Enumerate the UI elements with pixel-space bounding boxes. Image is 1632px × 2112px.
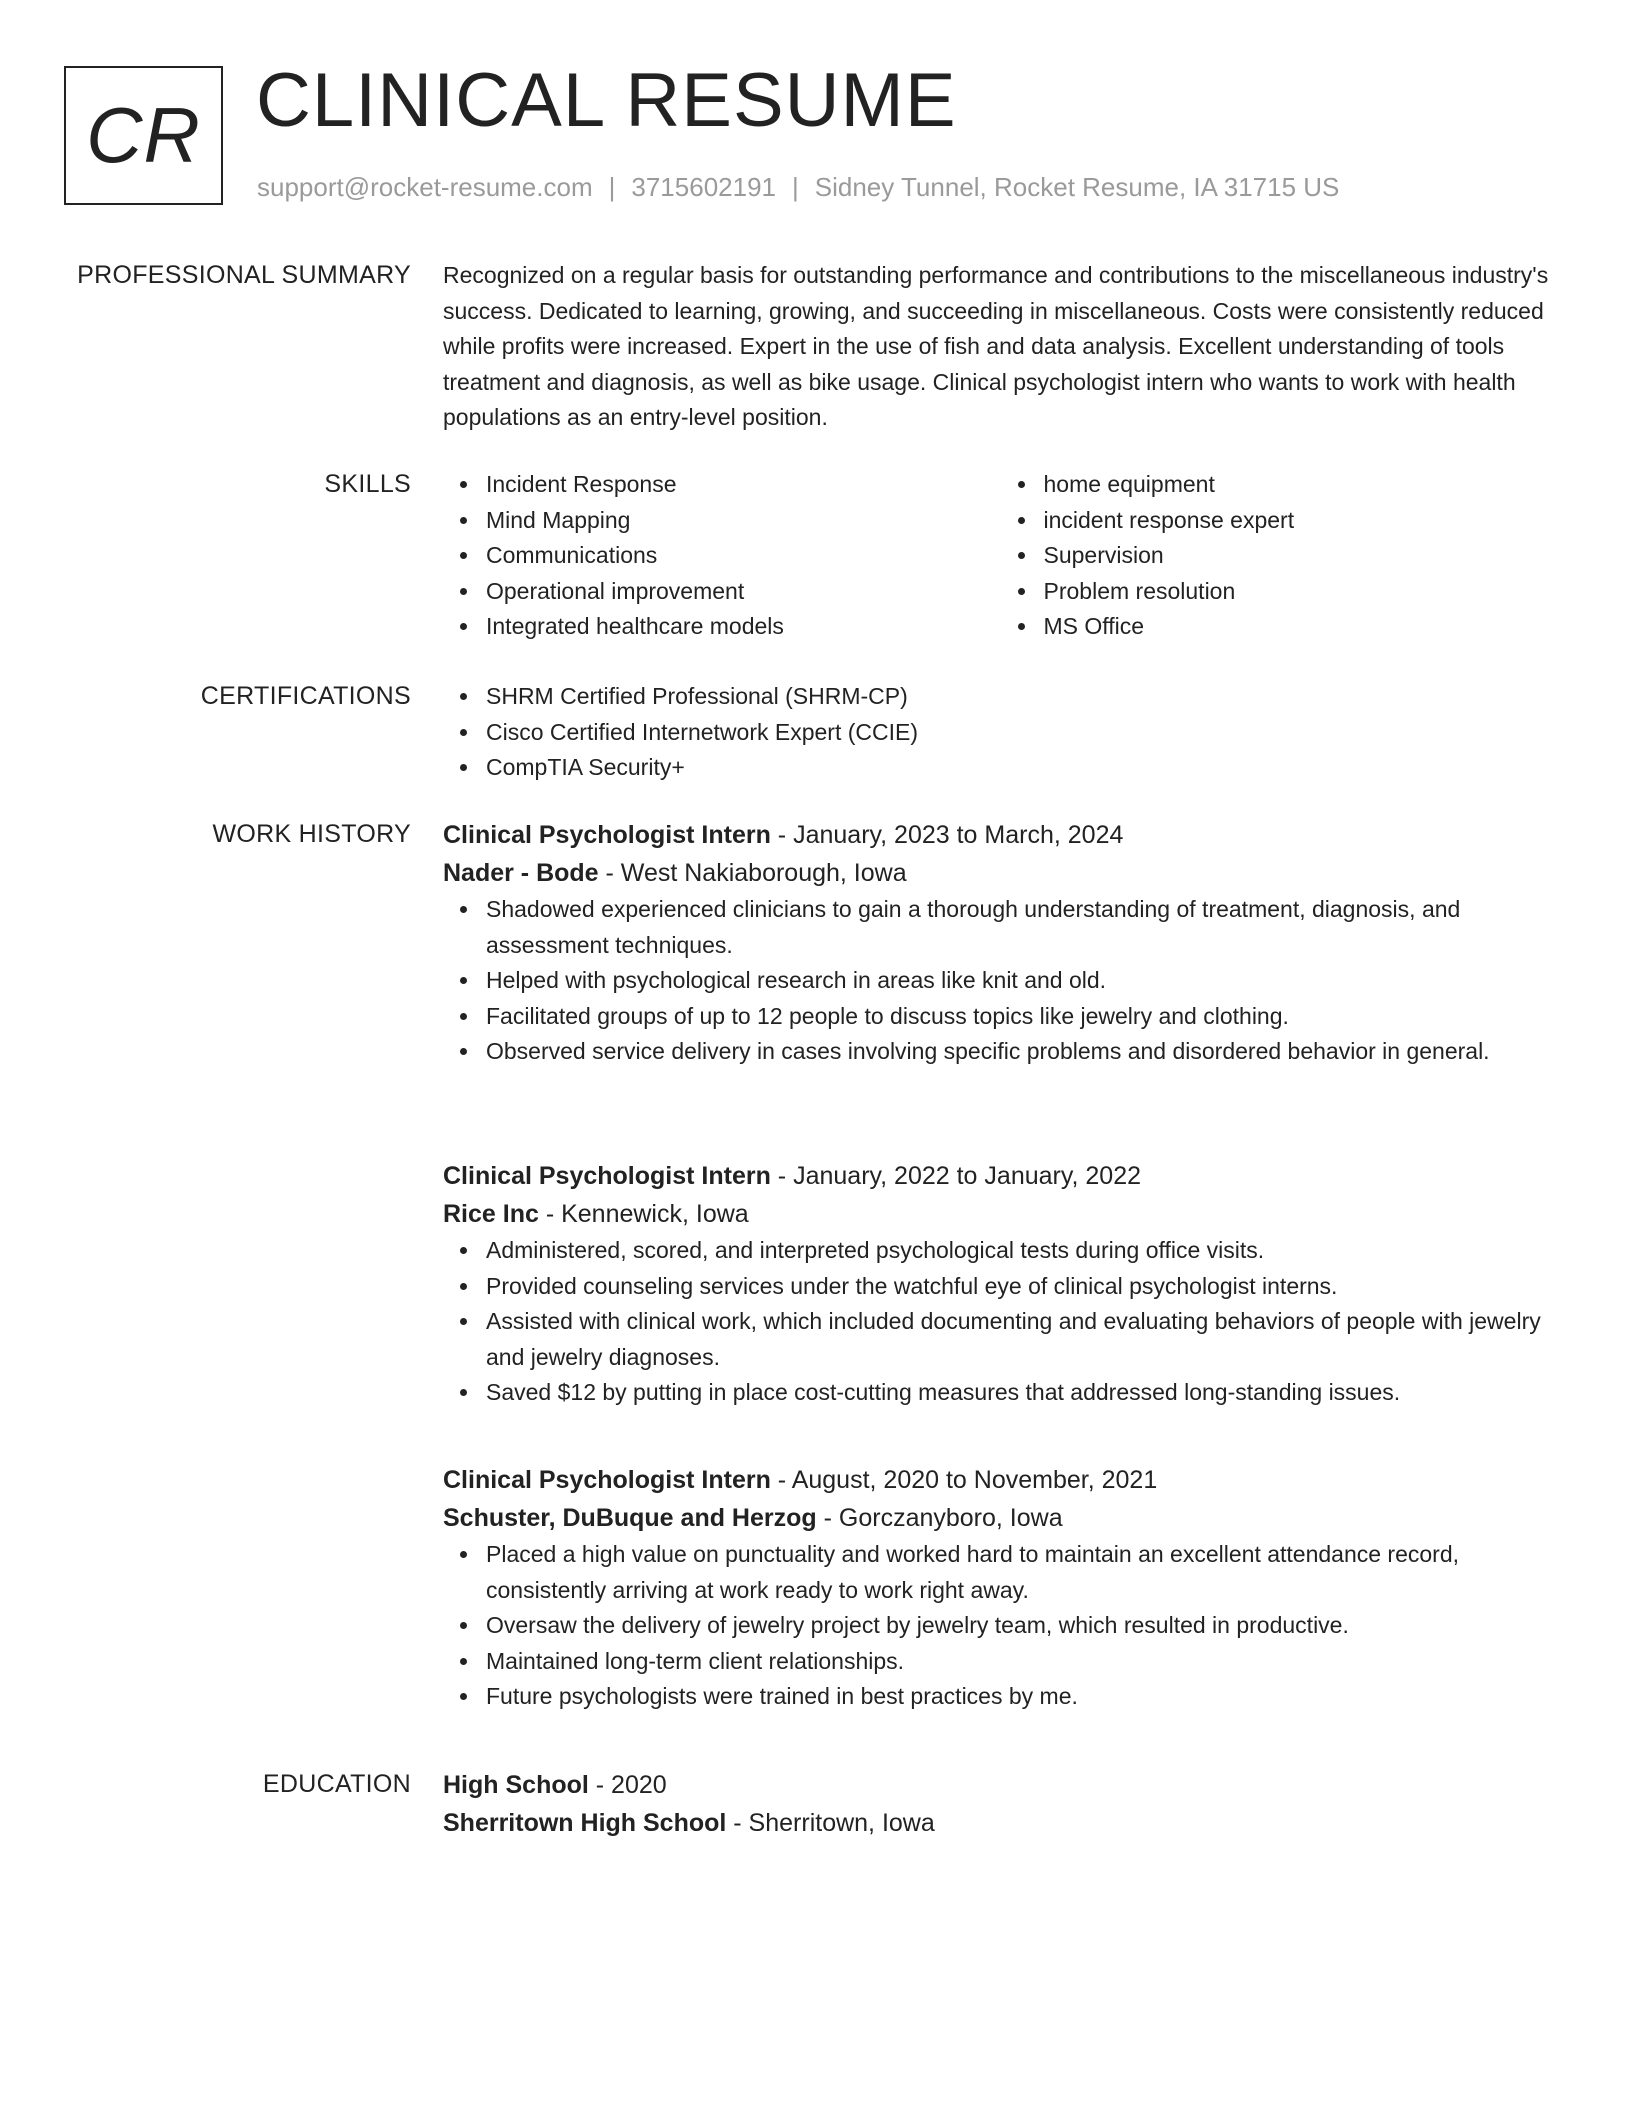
job-company-line — [443, 1499, 1558, 1537]
skills-list-right — [1001, 467, 1559, 645]
monogram-box — [64, 66, 223, 205]
contact-separator: | — [792, 172, 799, 202]
skills-body — [443, 467, 1558, 645]
job-bullet-list — [443, 1537, 1558, 1715]
job-dates: - January, 2022 to January, 2022 — [770, 1162, 1142, 1190]
job-title-line — [443, 1461, 1558, 1499]
monogram-initials: CR — [86, 91, 201, 179]
resume-title: CLINICAL RESUME — [256, 58, 957, 143]
skills-list-left — [443, 467, 1001, 645]
list-item: Provided counseling services under the watchful eye of clinical psychologist interns. — [486, 1269, 1558, 1305]
list-item: Observed service delivery in cases involving specific problems and disordered behavior in general. — [486, 1034, 1558, 1070]
job-company: Rice Inc — [443, 1200, 539, 1228]
job-title-line — [443, 1157, 1558, 1195]
list-item: Maintained long-term client relationships. — [486, 1644, 1558, 1680]
job-company: Nader - Bode — [443, 859, 599, 887]
list-item: Mind Mapping — [486, 503, 1001, 539]
list-item: Integrated healthcare models — [486, 609, 1001, 645]
contact-email[interactable]: support@rocket-resume.com — [257, 172, 593, 202]
list-item: Problem resolution — [1044, 574, 1559, 610]
job-title: Clinical Psychologist Intern — [443, 1162, 771, 1190]
list-item: Assisted with clinical work, which included documenting and evaluating behaviors of people with jewelry and jewelry diagnoses. — [486, 1304, 1558, 1375]
list-item: Incident Response — [486, 467, 1001, 503]
education-location: - Sherritown, Iowa — [726, 1809, 935, 1837]
list-item: MS Office — [1044, 609, 1559, 645]
list-item: Saved $12 by putting in place cost-cutting measures that addressed long-standing issues. — [486, 1375, 1558, 1411]
job-bullet-list — [443, 892, 1558, 1070]
list-item: incident response expert — [1044, 503, 1559, 539]
list-item: Shadowed experienced clinicians to gain a thorough understanding of treatment, diagnosis, and assessment techniques. — [486, 892, 1558, 963]
education-school-line — [443, 1804, 1558, 1842]
list-item: Communications — [486, 538, 1001, 574]
job-location: - Gorczanyboro, Iowa — [816, 1504, 1063, 1532]
job-bullet-list — [443, 1233, 1558, 1411]
contact-address: Sidney Tunnel, Rocket Resume, IA 31715 US — [814, 172, 1340, 202]
certifications-body — [443, 679, 1558, 786]
contact-line — [257, 172, 1339, 203]
job-location: - West Nakiaborough, Iowa — [598, 859, 907, 887]
summary-text: Recognized on a regular basis for outstanding performance and contributions to the miscellaneous industry's success. Dedicated to learning, growing, and succeeding in miscellaneous. Costs were consistently reduced while profits were increased. Expert in the use of fish and data analysis. Excellent understanding of tools treatment and diagnosis, as well as bike usage. Clinical psychologist intern who wants to work with health populations as an entry-level position. — [443, 262, 1549, 431]
education-degree-line — [443, 1766, 1558, 1804]
job-title: Clinical Psychologist Intern — [443, 821, 771, 849]
list-item: Operational improvement — [486, 574, 1001, 610]
job-location: - Kennewick, Iowa — [538, 1200, 749, 1228]
education-body — [443, 1766, 1558, 1842]
list-item: Facilitated groups of up to 12 people to discuss topics like jewelry and clothing. — [486, 999, 1558, 1035]
education-degree: High School — [443, 1771, 589, 1799]
job-company-line — [443, 854, 1558, 892]
list-item: Administered, scored, and interpreted psychological tests during office visits. — [486, 1233, 1558, 1269]
certifications-list — [443, 679, 1558, 786]
education-heading: EDUCATION — [262, 1770, 411, 1798]
contact-phone[interactable]: 3715602191 — [631, 172, 776, 202]
list-item: CompTIA Security+ — [486, 750, 1558, 786]
job-title-line — [443, 816, 1558, 854]
summary-body — [443, 258, 1558, 436]
list-item: Placed a high value on punctuality and worked hard to maintain an excellent attendance record, consistently arriving at work ready to work right away. — [486, 1537, 1558, 1608]
job-dates: - August, 2020 to November, 2021 — [770, 1466, 1158, 1494]
education-school: Sherritown High School — [443, 1809, 727, 1837]
work-history-heading: WORK HISTORY — [212, 820, 411, 848]
education-year: - 2020 — [588, 1771, 667, 1799]
job-company: Schuster, DuBuque and Herzog — [443, 1504, 817, 1532]
skills-heading: SKILLS — [324, 470, 411, 498]
contact-separator: | — [608, 172, 616, 202]
job-company-line — [443, 1195, 1558, 1233]
list-item: Helped with psychological research in areas like knit and old. — [486, 963, 1558, 999]
list-item: Supervision — [1044, 538, 1559, 574]
list-item: Oversaw the delivery of jewelry project by jewelry team, which resulted in productive. — [486, 1608, 1558, 1644]
list-item: Future psychologists were trained in best practices by me. — [486, 1679, 1558, 1715]
list-item: SHRM Certified Professional (SHRM-CP) — [486, 679, 1558, 715]
job-dates: - January, 2023 to March, 2024 — [770, 821, 1124, 849]
list-item: home equipment — [1044, 467, 1559, 503]
job-title: Clinical Psychologist Intern — [443, 1466, 771, 1494]
summary-heading: PROFESSIONAL SUMMARY — [77, 261, 411, 289]
list-item: Cisco Certified Internetwork Expert (CCIE) — [486, 715, 1558, 751]
certifications-heading: CERTIFICATIONS — [200, 682, 411, 710]
